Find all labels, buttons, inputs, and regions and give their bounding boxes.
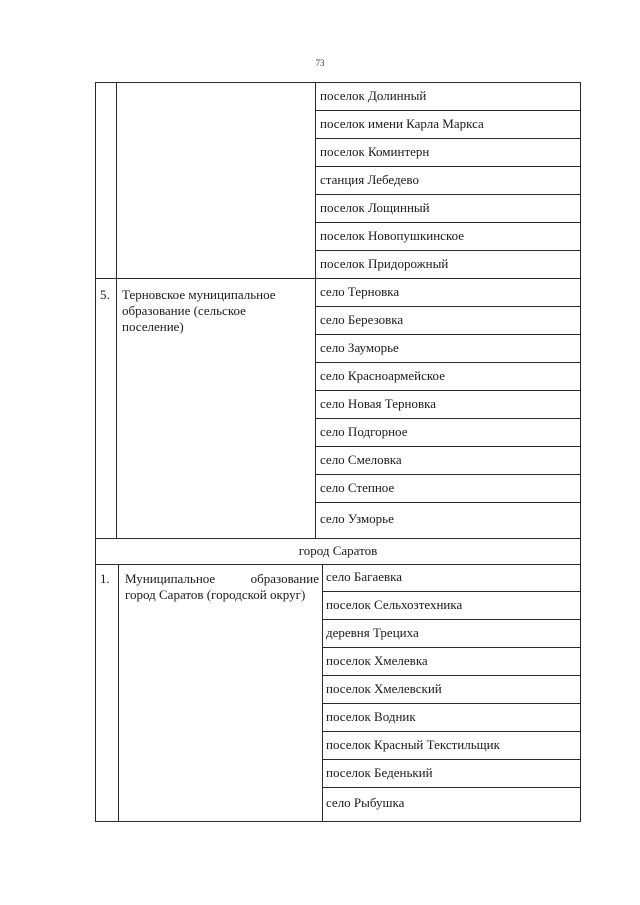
- section-divider: [95, 564, 581, 565]
- settlement-cell: село Багаевка: [326, 569, 403, 584]
- settlement-cell: станция Лебедево: [320, 172, 419, 187]
- table-right-border: [580, 82, 581, 822]
- row-divider: [322, 759, 581, 760]
- settlement-cell: поселок Хмелевский: [326, 681, 442, 696]
- row-divider: [315, 138, 581, 139]
- municipality-name: Терновское муниципальное образование (сельское поселение): [122, 287, 276, 334]
- settlement-cell: поселок имени Карла Маркса: [320, 116, 484, 131]
- row-divider: [322, 703, 581, 704]
- table-left-border: [95, 82, 96, 822]
- row-divider: [322, 647, 581, 648]
- row-divider: [315, 166, 581, 167]
- column-divider: [315, 82, 316, 538]
- settlement-cell: поселок Хмелевка: [326, 653, 428, 668]
- settlement-cell: село Терновка: [320, 284, 400, 299]
- settlement-cell: поселок Беденький: [326, 765, 433, 780]
- row-divider: [322, 591, 581, 592]
- row-divider: [315, 502, 581, 503]
- settlement-cell: деревня Трециха: [326, 625, 419, 640]
- settlement-cell: поселок Красный Текстильщик: [326, 737, 500, 752]
- table-bottom-border: [95, 821, 581, 822]
- row-divider: [315, 250, 581, 251]
- row-divider: [315, 390, 581, 391]
- row-divider: [315, 110, 581, 111]
- settlement-cell: село Степное: [320, 480, 395, 495]
- row-number: 5.: [100, 287, 110, 302]
- settlement-cell: село Березовка: [320, 312, 404, 327]
- column-divider: [116, 82, 117, 538]
- settlement-cell: поселок Придорожный: [320, 256, 449, 271]
- column-divider: [118, 564, 119, 822]
- row-divider: [315, 306, 581, 307]
- row-divider: [315, 194, 581, 195]
- municipality-name: Муниципальное образование город Саратов (городской округ): [125, 571, 319, 602]
- settlement-cell: село Рыбушка: [326, 795, 405, 810]
- column-divider: [322, 564, 323, 822]
- row-divider: [315, 474, 581, 475]
- settlement-cell: село Смеловка: [320, 452, 402, 467]
- page-number: 73: [315, 58, 325, 68]
- settlement-cell: поселок Долинный: [320, 88, 427, 103]
- settlement-cell: село Красноармейское: [320, 368, 445, 383]
- row-divider: [322, 731, 581, 732]
- section-header: город Саратов: [298, 543, 378, 558]
- settlement-cell: поселок Сельхозтехника: [326, 597, 463, 612]
- settlement-cell: село Новая Терновка: [320, 396, 436, 411]
- settlement-cell: поселок Коминтерн: [320, 144, 430, 159]
- group-divider: [95, 278, 581, 279]
- table-top-border: [95, 82, 581, 83]
- row-divider: [322, 675, 581, 676]
- row-divider: [322, 619, 581, 620]
- row-number: 1.: [100, 571, 110, 586]
- settlement-cell: село Зауморье: [320, 340, 399, 355]
- row-divider: [315, 334, 581, 335]
- settlement-cell: поселок Лощинный: [320, 200, 430, 215]
- section-divider: [95, 538, 581, 539]
- settlement-cell: село Узморье: [320, 511, 394, 526]
- row-divider: [315, 222, 581, 223]
- settlement-cell: поселок Водник: [326, 709, 416, 724]
- settlement-cell: село Подгорное: [320, 424, 408, 439]
- row-divider: [322, 787, 581, 788]
- row-divider: [315, 418, 581, 419]
- row-divider: [315, 362, 581, 363]
- row-divider: [315, 446, 581, 447]
- settlement-cell: поселок Новопушкинское: [320, 228, 465, 243]
